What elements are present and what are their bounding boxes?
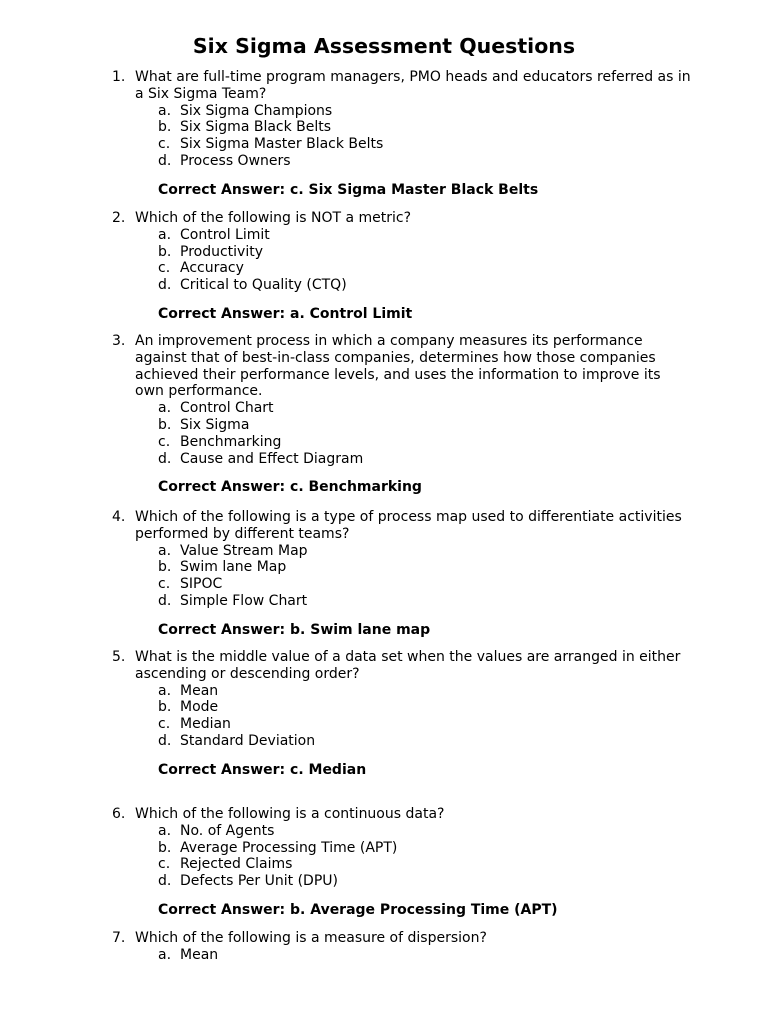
question-number: 4. [112, 509, 126, 525]
question-number: 3. [112, 333, 126, 349]
answer-value: c. Median [290, 761, 367, 778]
option-b [112, 244, 692, 261]
option-text: Median [180, 716, 231, 733]
option-letter: b. [158, 416, 172, 433]
option-text: Standard Deviation [180, 732, 316, 749]
option-b [112, 417, 692, 434]
question-number: 2. [112, 210, 126, 226]
option-d [112, 153, 692, 170]
answer-value: b. Swim lane map [290, 621, 431, 638]
option-d [112, 451, 692, 468]
option-letter: c. [158, 576, 171, 593]
option-text: Benchmarking [180, 433, 282, 450]
question-text: What is the middle value of a data set when the values are arranged in either ascending or descending order? [135, 649, 681, 682]
question-2 [112, 210, 692, 323]
option-letter: a. [158, 822, 172, 839]
option-d [112, 593, 692, 610]
question-number: 5. [112, 649, 126, 665]
option-text: Average Processing Time (APT) [180, 839, 398, 856]
option-b [112, 699, 692, 716]
option-text: Six Sigma Champions [180, 102, 333, 119]
question-1 [112, 69, 692, 199]
question-4 [112, 509, 692, 639]
option-letter: a. [158, 400, 172, 417]
question-text: Which of the following is a continuous data? [135, 806, 445, 822]
option-letter: c. [158, 433, 171, 450]
option-letter: d. [158, 873, 172, 890]
question-row [112, 930, 692, 947]
option-text: Cause and Effect Diagram [180, 450, 364, 467]
correct-answer [158, 622, 692, 639]
option-c [112, 260, 692, 277]
option-text: Six Sigma Master Black Belts [180, 136, 384, 153]
question-text: What are full-time program managers, PMO heads and educators referred as in a Six Sigma Team? [135, 69, 691, 102]
option-letter: d. [158, 152, 172, 169]
option-a [112, 947, 692, 964]
option-text: Process Owners [180, 152, 291, 169]
option-text: Defects Per Unit (DPU) [180, 873, 338, 890]
correct-answer [158, 902, 692, 919]
answer-prefix: Correct Answer: [158, 479, 286, 496]
answer-value: c. Six Sigma Master Black Belts [290, 181, 539, 198]
option-letter: a. [158, 226, 172, 243]
question-6 [112, 806, 692, 919]
option-text: Control Limit [180, 226, 270, 243]
option-text: Rejected Claims [180, 856, 293, 873]
answer-prefix: Correct Answer: [158, 761, 286, 778]
question-text: Which of the following is a type of process map used to differentiate activities performed by different teams? [135, 509, 682, 542]
option-letter: d. [158, 450, 172, 467]
answer-prefix: Correct Answer: [158, 901, 286, 918]
option-letter: c. [158, 136, 171, 153]
question-number: 6. [112, 806, 126, 822]
option-letter: b. [158, 119, 172, 136]
option-text: No. of Agents [180, 822, 275, 839]
option-letter: a. [158, 542, 172, 559]
correct-answer [158, 182, 692, 199]
option-letter: a. [158, 946, 172, 963]
answer-prefix: Correct Answer: [158, 621, 286, 638]
correct-answer [158, 306, 692, 323]
option-d [112, 277, 692, 294]
question-text: Which of the following is NOT a metric? [135, 210, 412, 226]
option-d [112, 733, 692, 750]
option-text: Mode [180, 699, 219, 716]
question-row [112, 210, 692, 227]
question-row [112, 333, 692, 400]
option-text: Simple Flow Chart [180, 592, 308, 609]
option-letter: c. [158, 856, 171, 873]
option-letter: c. [158, 716, 171, 733]
option-c [112, 136, 692, 153]
option-letter: d. [158, 277, 172, 294]
question-text: An improvement process in which a company measures its performance against that of best-in-class companies, determines how those companies achieved their performance levels, and uses the information to improve its own performance. [135, 333, 661, 400]
option-c [112, 576, 692, 593]
option-c [112, 434, 692, 451]
option-d [112, 873, 692, 890]
option-letter: b. [158, 559, 172, 576]
question-text: Which of the following is a measure of dispersion? [135, 930, 487, 946]
question-5 [112, 649, 692, 779]
answer-prefix: Correct Answer: [158, 181, 286, 198]
question-number: 7. [112, 930, 126, 946]
question-row [112, 69, 692, 103]
correct-answer [158, 762, 692, 779]
option-text: Value Stream Map [180, 542, 308, 559]
option-c [112, 716, 692, 733]
answer-prefix: Correct Answer: [158, 305, 286, 322]
option-a [112, 683, 692, 700]
option-text: Critical to Quality (CTQ) [180, 277, 347, 294]
option-text: Control Chart [180, 400, 274, 417]
option-text: Six Sigma Black Belts [180, 119, 332, 136]
question-row [112, 806, 692, 823]
correct-answer [158, 479, 692, 496]
option-a [112, 103, 692, 120]
option-b [112, 119, 692, 136]
option-c [112, 856, 692, 873]
option-letter: b. [158, 839, 172, 856]
answer-value: c. Benchmarking [290, 479, 422, 496]
option-a [112, 543, 692, 560]
option-text: Mean [180, 682, 219, 699]
question-7 [112, 930, 692, 964]
option-b [112, 840, 692, 857]
option-text: SIPOC [180, 576, 223, 593]
document-title: Six Sigma Assessment Questions [192, 34, 576, 58]
option-letter: d. [158, 732, 172, 749]
option-letter: d. [158, 592, 172, 609]
option-a [112, 400, 692, 417]
option-a [112, 227, 692, 244]
question-row [112, 649, 692, 683]
answer-value: a. Control Limit [290, 305, 413, 322]
option-letter: b. [158, 243, 172, 260]
option-b [112, 559, 692, 576]
question-3 [112, 333, 692, 496]
option-text: Mean [180, 946, 219, 963]
question-row [112, 509, 692, 543]
option-letter: c. [158, 260, 171, 277]
option-text: Six Sigma [180, 416, 250, 433]
option-text: Productivity [180, 243, 263, 260]
option-letter: a. [158, 102, 172, 119]
option-letter: b. [158, 699, 172, 716]
option-text: Accuracy [180, 260, 244, 277]
option-letter: a. [158, 682, 172, 699]
option-text: Swim lane Map [180, 559, 287, 576]
question-number: 1. [112, 69, 126, 85]
answer-value: b. Average Processing Time (APT) [290, 901, 558, 918]
option-a [112, 823, 692, 840]
